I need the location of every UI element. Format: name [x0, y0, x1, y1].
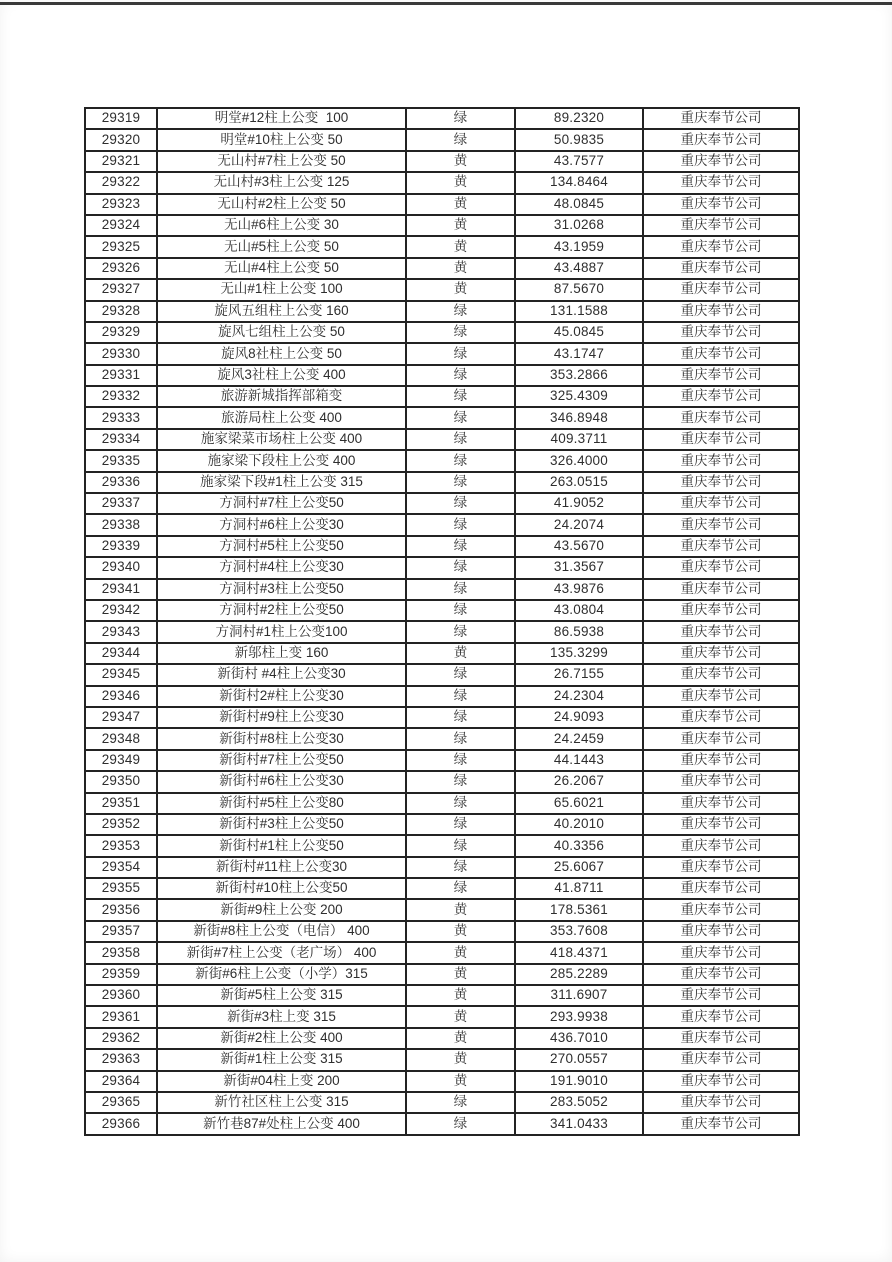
cell-company-name: 重庆奉节公司 — [643, 1028, 799, 1049]
cell-station-name: 无山#5柱上公变 50 — [157, 236, 406, 257]
cell-station-name: 新街村#3柱上公变50 — [157, 814, 406, 835]
cell-record-id: 29325 — [85, 236, 157, 257]
cell-station-name: 新街村#1柱上公变50 — [157, 835, 406, 856]
cell-record-id: 29328 — [85, 301, 157, 322]
cell-status-color: 黄 — [406, 258, 515, 279]
table-row — [85, 686, 799, 707]
table-row — [85, 771, 799, 792]
table-row — [85, 301, 799, 322]
table-row — [85, 1113, 799, 1135]
cell-status-color: 绿 — [406, 664, 515, 685]
table-row — [85, 407, 799, 428]
cell-company-name: 重庆奉节公司 — [643, 814, 799, 835]
cell-status-color: 黄 — [406, 172, 515, 193]
table-row — [85, 322, 799, 343]
cell-record-id: 29322 — [85, 172, 157, 193]
cell-record-id: 29347 — [85, 707, 157, 728]
cell-record-id: 29324 — [85, 215, 157, 236]
page-top-edge-line — [0, 2, 892, 5]
cell-station-name: 新街村#5柱上公变80 — [157, 793, 406, 814]
table-row — [85, 151, 799, 172]
cell-load-value: 40.3356 — [515, 835, 643, 856]
table-row — [85, 365, 799, 386]
table-row — [85, 921, 799, 942]
cell-station-name: 施家梁下段#1柱上公变 315 — [157, 472, 406, 493]
cell-load-value: 40.2010 — [515, 814, 643, 835]
cell-status-color: 绿 — [406, 579, 515, 600]
cell-station-name: 旋风3社柱上公变 400 — [157, 365, 406, 386]
cell-record-id: 29338 — [85, 514, 157, 535]
cell-status-color: 绿 — [406, 686, 515, 707]
cell-load-value: 48.0845 — [515, 194, 643, 215]
table-row — [85, 1028, 799, 1049]
cell-company-name: 重庆奉节公司 — [643, 343, 799, 364]
cell-record-id: 29366 — [85, 1113, 157, 1135]
cell-status-color: 绿 — [406, 835, 515, 856]
cell-record-id: 29343 — [85, 621, 157, 642]
cell-status-color: 绿 — [406, 343, 515, 364]
cell-record-id: 29323 — [85, 194, 157, 215]
cell-status-color: 绿 — [406, 322, 515, 343]
cell-load-value: 41.8711 — [515, 878, 643, 899]
cell-load-value: 87.5670 — [515, 279, 643, 300]
table-row — [85, 985, 799, 1006]
cell-status-color: 黄 — [406, 1071, 515, 1092]
cell-record-id: 29326 — [85, 258, 157, 279]
cell-load-value: 326.4000 — [515, 450, 643, 471]
cell-station-name: 新街#7柱上公变（老广场） 400 — [157, 942, 406, 963]
cell-status-color: 黄 — [406, 1006, 515, 1027]
cell-load-value: 418.4371 — [515, 942, 643, 963]
cell-load-value: 43.0804 — [515, 600, 643, 621]
cell-load-value: 43.9876 — [515, 579, 643, 600]
cell-station-name: 无山村#7柱上公变 50 — [157, 151, 406, 172]
cell-company-name: 重庆奉节公司 — [643, 664, 799, 685]
cell-station-name: 新街村2#柱上公变30 — [157, 686, 406, 707]
table-row — [85, 472, 799, 493]
cell-load-value: 26.2067 — [515, 771, 643, 792]
cell-status-color: 绿 — [406, 793, 515, 814]
cell-company-name: 重庆奉节公司 — [643, 429, 799, 450]
cell-record-id: 29339 — [85, 536, 157, 557]
cell-load-value: 89.2320 — [515, 108, 643, 129]
cell-station-name: 方洞村#2柱上公变50 — [157, 600, 406, 621]
cell-station-name: 方洞村#7柱上公变50 — [157, 493, 406, 514]
cell-load-value: 43.1959 — [515, 236, 643, 257]
cell-record-id: 29331 — [85, 365, 157, 386]
cell-company-name: 重庆奉节公司 — [643, 921, 799, 942]
cell-load-value: 285.2289 — [515, 964, 643, 985]
cell-station-name: 新竹巷87#处柱上公变 400 — [157, 1113, 406, 1135]
cell-company-name: 重庆奉节公司 — [643, 750, 799, 771]
cell-company-name: 重庆奉节公司 — [643, 322, 799, 343]
table-row — [85, 1006, 799, 1027]
cell-status-color: 绿 — [406, 621, 515, 642]
table-row — [85, 215, 799, 236]
cell-status-color: 绿 — [406, 771, 515, 792]
table-row — [85, 536, 799, 557]
cell-company-name: 重庆奉节公司 — [643, 236, 799, 257]
table-row — [85, 600, 799, 621]
cell-record-id: 29345 — [85, 664, 157, 685]
cell-company-name: 重庆奉节公司 — [643, 643, 799, 664]
cell-record-id: 29342 — [85, 600, 157, 621]
cell-company-name: 重庆奉节公司 — [643, 407, 799, 428]
cell-company-name: 重庆奉节公司 — [643, 728, 799, 749]
cell-load-value: 436.7010 — [515, 1028, 643, 1049]
cell-company-name: 重庆奉节公司 — [643, 964, 799, 985]
cell-company-name: 重庆奉节公司 — [643, 1006, 799, 1027]
table-row — [85, 493, 799, 514]
cell-station-name: 新街#1柱上公变 315 — [157, 1049, 406, 1070]
cell-record-id: 29362 — [85, 1028, 157, 1049]
table-row — [85, 793, 799, 814]
cell-status-color: 绿 — [406, 707, 515, 728]
cell-station-name: 旋风8社柱上公变 50 — [157, 343, 406, 364]
cell-load-value: 135.3299 — [515, 643, 643, 664]
cell-company-name: 重庆奉节公司 — [643, 493, 799, 514]
cell-record-id: 29346 — [85, 686, 157, 707]
cell-load-value: 24.9093 — [515, 707, 643, 728]
cell-station-name: 新街村#9柱上公变30 — [157, 707, 406, 728]
cell-load-value: 353.2866 — [515, 365, 643, 386]
cell-record-id: 29357 — [85, 921, 157, 942]
cell-status-color: 绿 — [406, 514, 515, 535]
table-row — [85, 343, 799, 364]
cell-record-id: 29334 — [85, 429, 157, 450]
table-row — [85, 643, 799, 664]
cell-record-id: 29329 — [85, 322, 157, 343]
cell-load-value: 341.0433 — [515, 1113, 643, 1135]
cell-record-id: 29348 — [85, 728, 157, 749]
table-row — [85, 1092, 799, 1113]
table-row — [85, 1049, 799, 1070]
table-row — [85, 942, 799, 963]
cell-station-name: 明堂#10柱上公变 50 — [157, 129, 406, 150]
cell-record-id: 29358 — [85, 942, 157, 963]
table-row — [85, 728, 799, 749]
cell-load-value: 86.5938 — [515, 621, 643, 642]
cell-load-value: 26.7155 — [515, 664, 643, 685]
cell-status-color: 绿 — [406, 450, 515, 471]
cell-company-name: 重庆奉节公司 — [643, 985, 799, 1006]
cell-company-name: 重庆奉节公司 — [643, 536, 799, 557]
cell-company-name: 重庆奉节公司 — [643, 301, 799, 322]
cell-load-value: 24.2074 — [515, 514, 643, 535]
cell-station-name: 无山#4柱上公变 50 — [157, 258, 406, 279]
cell-station-name: 施家梁菜市场柱上公变 400 — [157, 429, 406, 450]
cell-load-value: 24.2459 — [515, 728, 643, 749]
cell-record-id: 29350 — [85, 771, 157, 792]
table-row — [85, 429, 799, 450]
cell-load-value: 263.0515 — [515, 472, 643, 493]
cell-company-name: 重庆奉节公司 — [643, 386, 799, 407]
table-row — [85, 236, 799, 257]
cell-status-color: 绿 — [406, 878, 515, 899]
cell-status-color: 绿 — [406, 129, 515, 150]
cell-company-name: 重庆奉节公司 — [643, 793, 799, 814]
cell-status-color: 黄 — [406, 964, 515, 985]
cell-load-value: 45.0845 — [515, 322, 643, 343]
table-row — [85, 386, 799, 407]
cell-status-color: 绿 — [406, 814, 515, 835]
cell-load-value: 31.3567 — [515, 557, 643, 578]
cell-load-value: 311.6907 — [515, 985, 643, 1006]
cell-record-id: 29363 — [85, 1049, 157, 1070]
cell-station-name: 旋风五组柱上公变 160 — [157, 301, 406, 322]
cell-status-color: 黄 — [406, 899, 515, 920]
cell-load-value: 283.5052 — [515, 1092, 643, 1113]
cell-station-name: 方洞村#1柱上公变100 — [157, 621, 406, 642]
cell-company-name: 重庆奉节公司 — [643, 365, 799, 386]
table-row — [85, 664, 799, 685]
table-row — [85, 129, 799, 150]
cell-load-value: 43.4887 — [515, 258, 643, 279]
cell-status-color: 绿 — [406, 407, 515, 428]
cell-company-name: 重庆奉节公司 — [643, 172, 799, 193]
cell-company-name: 重庆奉节公司 — [643, 600, 799, 621]
cell-station-name: 新街村 #4柱上公变30 — [157, 664, 406, 685]
cell-status-color: 黄 — [406, 194, 515, 215]
table-row — [85, 557, 799, 578]
cell-station-name: 无山村#2柱上公变 50 — [157, 194, 406, 215]
cell-status-color: 黄 — [406, 985, 515, 1006]
cell-station-name: 无山#6柱上公变 30 — [157, 215, 406, 236]
cell-load-value: 178.5361 — [515, 899, 643, 920]
cell-status-color: 绿 — [406, 365, 515, 386]
cell-load-value: 25.6067 — [515, 857, 643, 878]
cell-company-name: 重庆奉节公司 — [643, 1113, 799, 1135]
cell-station-name: 新街村#11柱上公变30 — [157, 857, 406, 878]
cell-company-name: 重庆奉节公司 — [643, 621, 799, 642]
cell-station-name: 旋风七组柱上公变 50 — [157, 322, 406, 343]
cell-station-name: 方洞村#4柱上公变30 — [157, 557, 406, 578]
table-row — [85, 258, 799, 279]
cell-company-name: 重庆奉节公司 — [643, 514, 799, 535]
cell-load-value: 270.0557 — [515, 1049, 643, 1070]
cell-status-color: 黄 — [406, 236, 515, 257]
cell-station-name: 方洞村#6柱上公变30 — [157, 514, 406, 535]
cell-record-id: 29361 — [85, 1006, 157, 1027]
cell-company-name: 重庆奉节公司 — [643, 579, 799, 600]
cell-load-value: 43.1747 — [515, 343, 643, 364]
cell-load-value: 50.9835 — [515, 129, 643, 150]
cell-station-name: 无山村#3柱上公变 125 — [157, 172, 406, 193]
cell-record-id: 29344 — [85, 643, 157, 664]
table-row — [85, 814, 799, 835]
cell-record-id: 29319 — [85, 108, 157, 129]
cell-company-name: 重庆奉节公司 — [643, 835, 799, 856]
cell-status-color: 绿 — [406, 1092, 515, 1113]
cell-company-name: 重庆奉节公司 — [643, 1049, 799, 1070]
cell-company-name: 重庆奉节公司 — [643, 108, 799, 129]
cell-load-value: 41.9052 — [515, 493, 643, 514]
cell-status-color: 绿 — [406, 600, 515, 621]
cell-status-color: 黄 — [406, 151, 515, 172]
cell-station-name: 无山#1柱上公变 100 — [157, 279, 406, 300]
cell-record-id: 29327 — [85, 279, 157, 300]
cell-record-id: 29353 — [85, 835, 157, 856]
cell-company-name: 重庆奉节公司 — [643, 1092, 799, 1113]
cell-load-value: 65.6021 — [515, 793, 643, 814]
table-row — [85, 899, 799, 920]
table-row — [85, 579, 799, 600]
cell-record-id: 29349 — [85, 750, 157, 771]
table-row — [85, 514, 799, 535]
cell-record-id: 29352 — [85, 814, 157, 835]
cell-company-name: 重庆奉节公司 — [643, 707, 799, 728]
table-row — [85, 964, 799, 985]
table-row — [85, 194, 799, 215]
cell-status-color: 黄 — [406, 921, 515, 942]
cell-load-value: 43.5670 — [515, 536, 643, 557]
cell-record-id: 29320 — [85, 129, 157, 150]
table-row — [85, 279, 799, 300]
cell-status-color: 绿 — [406, 493, 515, 514]
cell-status-color: 绿 — [406, 536, 515, 557]
cell-status-color: 绿 — [406, 857, 515, 878]
cell-record-id: 29330 — [85, 343, 157, 364]
cell-company-name: 重庆奉节公司 — [643, 450, 799, 471]
table-row — [85, 108, 799, 129]
transformer-table — [84, 107, 800, 1136]
cell-status-color: 绿 — [406, 301, 515, 322]
cell-station-name: 新街#9柱上公变 200 — [157, 899, 406, 920]
cell-status-color: 绿 — [406, 429, 515, 450]
cell-status-color: 绿 — [406, 728, 515, 749]
cell-load-value: 24.2304 — [515, 686, 643, 707]
cell-station-name: 新街村#10柱上公变50 — [157, 878, 406, 899]
cell-load-value: 31.0268 — [515, 215, 643, 236]
cell-station-name: 新街#2柱上公变 400 — [157, 1028, 406, 1049]
cell-station-name: 新街#8柱上公变（电信） 400 — [157, 921, 406, 942]
cell-load-value: 131.1588 — [515, 301, 643, 322]
cell-company-name: 重庆奉节公司 — [643, 194, 799, 215]
table-row — [85, 750, 799, 771]
table-row — [85, 878, 799, 899]
cell-station-name: 新街村#7柱上公变50 — [157, 750, 406, 771]
transformer-table-body — [85, 108, 799, 1135]
cell-record-id: 29360 — [85, 985, 157, 1006]
cell-status-color: 黄 — [406, 942, 515, 963]
cell-load-value: 353.7608 — [515, 921, 643, 942]
cell-record-id: 29355 — [85, 878, 157, 899]
cell-status-color: 黄 — [406, 279, 515, 300]
table-row — [85, 835, 799, 856]
cell-company-name: 重庆奉节公司 — [643, 279, 799, 300]
cell-station-name: 旅游新城指挥部箱变 — [157, 386, 406, 407]
cell-status-color: 绿 — [406, 472, 515, 493]
cell-company-name: 重庆奉节公司 — [643, 857, 799, 878]
cell-status-color: 黄 — [406, 1028, 515, 1049]
cell-load-value: 293.9938 — [515, 1006, 643, 1027]
cell-company-name: 重庆奉节公司 — [643, 472, 799, 493]
cell-record-id: 29351 — [85, 793, 157, 814]
cell-station-name: 新街村#6柱上公变30 — [157, 771, 406, 792]
cell-load-value: 191.9010 — [515, 1071, 643, 1092]
cell-record-id: 29354 — [85, 857, 157, 878]
table-row — [85, 857, 799, 878]
cell-company-name: 重庆奉节公司 — [643, 557, 799, 578]
cell-load-value: 325.4309 — [515, 386, 643, 407]
cell-status-color: 黄 — [406, 215, 515, 236]
cell-company-name: 重庆奉节公司 — [643, 771, 799, 792]
cell-record-id: 29359 — [85, 964, 157, 985]
cell-station-name: 方洞村#3柱上公变50 — [157, 579, 406, 600]
cell-station-name: 新街#6柱上公变（小学）315 — [157, 964, 406, 985]
cell-company-name: 重庆奉节公司 — [643, 129, 799, 150]
cell-record-id: 29356 — [85, 899, 157, 920]
cell-station-name: 新邬柱上变 160 — [157, 643, 406, 664]
cell-load-value: 409.3711 — [515, 429, 643, 450]
table-row — [85, 707, 799, 728]
cell-record-id: 29336 — [85, 472, 157, 493]
cell-status-color: 黄 — [406, 643, 515, 664]
cell-company-name: 重庆奉节公司 — [643, 942, 799, 963]
cell-company-name: 重庆奉节公司 — [643, 899, 799, 920]
cell-station-name: 新街#3柱上变 315 — [157, 1006, 406, 1027]
table-row — [85, 172, 799, 193]
cell-record-id: 29335 — [85, 450, 157, 471]
cell-record-id: 29337 — [85, 493, 157, 514]
cell-status-color: 绿 — [406, 386, 515, 407]
cell-load-value: 346.8948 — [515, 407, 643, 428]
cell-status-color: 绿 — [406, 557, 515, 578]
cell-record-id: 29332 — [85, 386, 157, 407]
cell-record-id: 29333 — [85, 407, 157, 428]
cell-station-name: 旅游局柱上公变 400 — [157, 407, 406, 428]
cell-station-name: 新竹社区柱上公变 315 — [157, 1092, 406, 1113]
cell-record-id: 29321 — [85, 151, 157, 172]
cell-load-value: 44.1443 — [515, 750, 643, 771]
cell-company-name: 重庆奉节公司 — [643, 878, 799, 899]
table-row — [85, 621, 799, 642]
cell-company-name: 重庆奉节公司 — [643, 151, 799, 172]
cell-record-id: 29365 — [85, 1092, 157, 1113]
cell-station-name: 施家梁下段柱上公变 400 — [157, 450, 406, 471]
cell-load-value: 43.7577 — [515, 151, 643, 172]
cell-station-name: 明堂#12柱上公变 100 — [157, 108, 406, 129]
table-row — [85, 1071, 799, 1092]
cell-record-id: 29364 — [85, 1071, 157, 1092]
cell-record-id: 29340 — [85, 557, 157, 578]
cell-status-color: 黄 — [406, 1049, 515, 1070]
transformer-table-container — [84, 107, 798, 1136]
cell-company-name: 重庆奉节公司 — [643, 215, 799, 236]
cell-status-color: 绿 — [406, 750, 515, 771]
cell-station-name: 新街#5柱上公变 315 — [157, 985, 406, 1006]
cell-station-name: 新街#04柱上变 200 — [157, 1071, 406, 1092]
cell-status-color: 绿 — [406, 1113, 515, 1135]
cell-company-name: 重庆奉节公司 — [643, 258, 799, 279]
cell-station-name: 新街村#8柱上公变30 — [157, 728, 406, 749]
cell-record-id: 29341 — [85, 579, 157, 600]
cell-load-value: 134.8464 — [515, 172, 643, 193]
cell-company-name: 重庆奉节公司 — [643, 1071, 799, 1092]
cell-company-name: 重庆奉节公司 — [643, 686, 799, 707]
cell-status-color: 绿 — [406, 108, 515, 129]
table-row — [85, 450, 799, 471]
cell-station-name: 方洞村#5柱上公变50 — [157, 536, 406, 557]
